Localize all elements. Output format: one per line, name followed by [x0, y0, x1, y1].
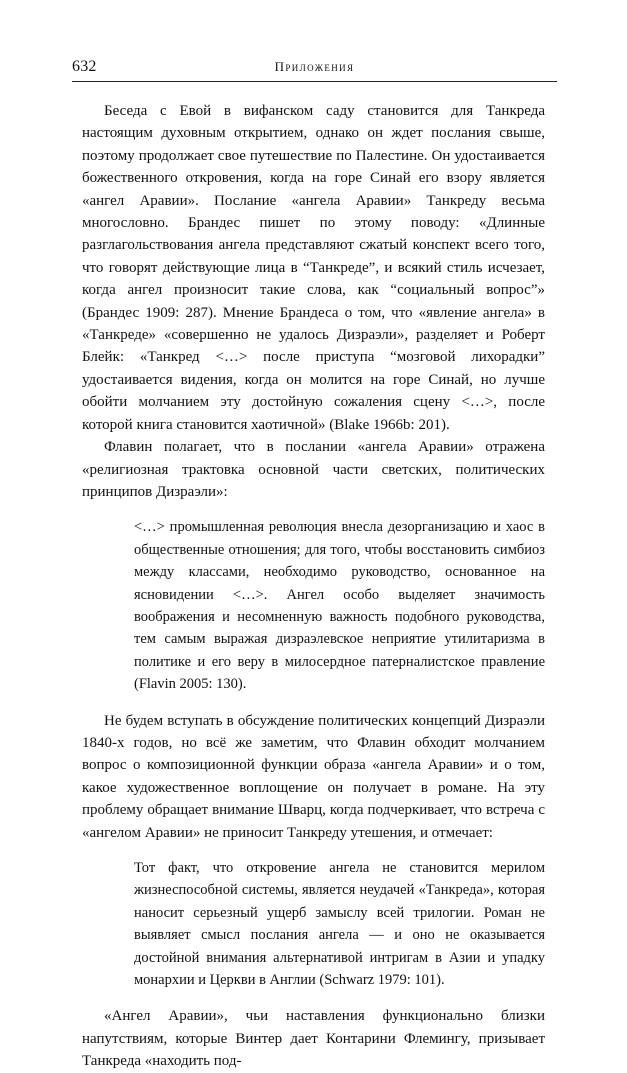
block-quote-2-text: Тот факт, что откровение ангела не становится мерилом жизнеспособной системы, является неудачей «Танкреда», которая наносит серьезный ущерб замыслу всей трилогии. Роман не выявляет смысл послания ангела — и оно не оказывается достойной внимания альтернативой интригам в Азии и упадку монархии и Церкви в Англии (Schwarz 1979: 101).	[134, 860, 545, 989]
page-number: 632	[72, 58, 97, 75]
body-text	[82, 100, 545, 1073]
paragraph-4: «Ангел Аравии», чьи наставления функционально близки напутствиям, которые Винтер дает Контарини Флемингу, призывает Танкреда «находить под-	[82, 1008, 545, 1070]
running-title: Приложения	[274, 59, 355, 74]
header-rule	[72, 81, 557, 82]
block-quote-1	[134, 516, 545, 695]
paragraph-3: Не будем вступать в обсуждение политических концепций Дизраэли 1840-х годов, но всё же заметим, что Флавин обходит молчанием вопрос о композиционной функции образа «ангела Аравии» и о том, какое художественное воплощение он получает в романе. На эту проблему обращает внимание Шварц, когда подчеркивает, что встреча с «ангелом Аравии» не приносит Танкреду утешения, и отмечает:	[82, 712, 545, 841]
paragraph-1: Беседа с Евой в вифанском саду становится для Танкреда настоящим духовным открытием, однако он ждет послания свыше, поэтому продолжает свое путешествие по Палестине. Он удостаивается божественного откровения, когда на горе Синай его взору является «ангел Аравии». Послание «ангела Аравии» Танкреду весьма многословно. Брандес пишет по этому поводу: «Длинные разглагольствования ангела представляют сжатый конспект всего того, что говорят действующие лица в “Танкреде”, и всякий стиль исчезает, когда ангел произносит такие слова, как “социальный вопрос”» (Брандес 1909: 287). Мнение Брандеса о том, что «явление ангела» в «Танкреде» «совершенно не удалось Дизраэли», разделяет и Роберт Блейк: «Танкред <…> после приступа “мозговой лихорадки” удостаивается видения, когда он молится на горе Синай, но лучше обойти молчанием эту достойную сожаления сцену <…>, после которой книга становится хаотичной» (Blake 1966b: 201).	[82, 103, 545, 433]
block-quote-1-text: <…> промышленная революция внесла дезорганизацию и хаос в общественные отношения; для того, чтобы восстановить симбиоз между классами, необходимо руководство, основанное на ясновидении <…>. Ангел особо выделяет значимость воображения и несомненную важность подобного руководства, тем самым выражая дизраэлевское неприятие утилитаризма в политике и его веру в милосердное патерналистское правление (Flavin 2005: 130).	[134, 519, 545, 693]
paragraph-2: Флавин полагает, что в послании «ангела Аравии» отражена «религиозная трактовка основной части светских, политических принципов Дизраэли»:	[82, 439, 545, 500]
block-quote-2	[134, 857, 545, 991]
